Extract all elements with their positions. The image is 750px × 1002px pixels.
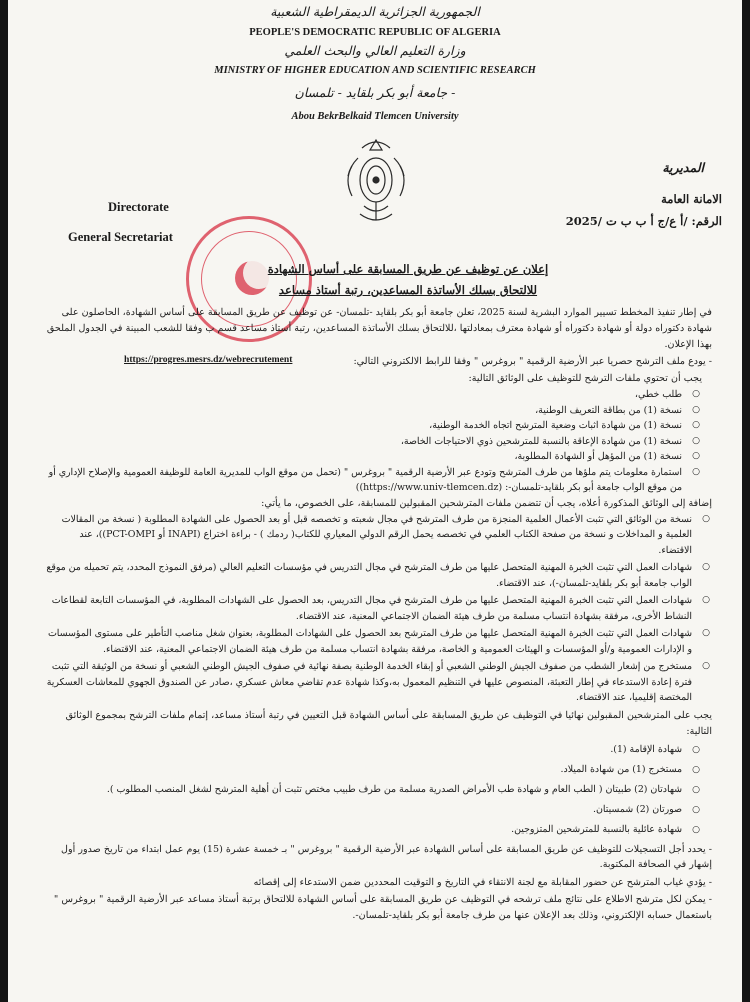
final-item: ○ صورتان (2) شمسيتان. [46, 800, 702, 820]
doc-item: ○ استمارة معلومات يتم ملؤها من طرف المترشح وتودع عبر الأرضية الرقمية " بروغرس " (تحمل من موقع الواب للمديرية العامة للوظيفة العمومية والإصلاح الإداري أو من موقع الواب جامعة أبو بكر بلقايد-تلمسان-: (https://www.univ-tlemcen.dz)) [46, 465, 702, 496]
directorate-label: Directorate [108, 200, 169, 214]
doc-item: ○ نسخة (1) من شهادة الإعاقة بالنسبة للمترشحين ذوي الاحتياجات الخاصة، [46, 434, 702, 450]
docs-intro: يجب أن تحتوي ملفات الترشح للتوظيف على الوثائق التالية: [468, 373, 702, 384]
deposit-row [46, 354, 712, 371]
note-deadline: - يحدد أجل التسجيلات للتوظيف عن طريق المسابقة على أساس الشهادة عبر الأرضية الرقمية " بروغرس " بـ خمسة عشرة (15) يوم عمل ابتداء من تاريخ صدور أول إشهار في الصحافة المكتوبة. [61, 843, 712, 870]
directorate-arabic-label: المديرية [662, 160, 704, 175]
doc-item: ○ طلب خطي، [46, 387, 702, 403]
doc-item: ○ نسخة (1) من المؤهل أو الشهادة المطلوبة، [46, 449, 702, 465]
note-results: - يمكن لكل مترشح الاطلاع على نتائج ملف ترشحه في التوظيف عن طريق المسابقة على أساس الشهادة للالتحاق برتبة أستاذ مساعد عبر الأرضية الرقمية " بروغرس " باستعمال حسابه الإلكتروني، وذلك بعد الإعلان عنها من طرف جامعة أبو بكر بلقايد-تلمسان-. [53, 894, 712, 921]
doc-item: ○ نسخة (1) من بطاقة التعريف الوطنية، [46, 403, 702, 419]
reference-number: الرقم: /أ ع/ج أ ب ب ت /2025 [565, 214, 722, 228]
announcement-title-line1: إعلان عن توظيف عن طريق المسابقة على أساس الشهادة [267, 262, 549, 276]
note-absence: - يؤدي غياب المترشح عن حضور المقابلة مع لجنة الانتقاء في التاريخ و التوقيت المحددين ضمن الاستدعاء إلى إقصائه [253, 876, 712, 888]
extra-item: ○ نسخة من الوثائق التي تثبت الأعمال العلمية المنجزة من طرف المترشح في مجال شعبته و تخصصه قبل أو بعد الحصول على الشهادة المطلوبة ( نسخة من المقالات العلمية و المداخلات و نسخة من صفحة الكتاب العلمي في تخصصه يحمل الرقم الدولي المعياري للكتاب( ردمك ) - براءة اختراع (INAPI أو PCT-OMPI))، عند الاقتضاء. [46, 512, 712, 559]
final-item: ○ مستخرج (1) من شهادة الميلاد. [46, 760, 702, 780]
country-arabic: الجمهورية الجزائرية الديمقراطية الشعبية [270, 4, 480, 19]
deposit-text: - يودع ملف الترشح حصريا عبر الأرضية الرقمية " بروغرس " وفقا للرابط الالكتروني التالي: [353, 356, 712, 367]
document-page [8, 0, 742, 1002]
final-item: ○ شهادة عائلية بالنسبة للمترشحين المتزوجين. [46, 820, 702, 840]
intro-paragraph: في إطار تنفيذ المخطط تسيير الموارد البشرية لسنة 2025، تعلن جامعة أبو بكر بلقايد -تلمسان- عن توظيف عن طريق المسابقة على أساس الشهادة، الحاصلون على شهادة دكتوراه دولة أو شهادة دكتوراه أو شهادة معترف بمعادلتها ،للالتحاق بسلك الأساتذة المساعدين، رتبة أستاذ مساعد قسم ب وفقا للشعب المبينة في الجدول الملحق بهذا الإعلان. [46, 307, 712, 350]
final-item: ○ شهادتان (2) طبيتان ( الطب العام و شهادة طب الأمراض الصدرية مسلمة من طرف طبيب مختص تثبت أن أهلية المترشح لشغل المنصب المطلوب ). [46, 780, 702, 800]
final-item: ○ شهادة الإقامة (1). [46, 740, 702, 760]
university-arabic: جامعة أبو بكر بلقايد - تلمسان - [294, 85, 456, 100]
document-body [46, 305, 712, 923]
extra-item: ○ مستخرج من إشعار الشطب من صفوف الجيش الوطني الشعبي أو إبقاء الخدمة الوطنية بصفة نهائية في صفوف الجيش الوطني الشعبي أو نسخة من الوثيقة التي تثبت فترة إعادة الاستدعاء في إطار التعبئة، المنصوص عليها في التنظيم المعمول به،وكذا شهادة عدم تقاضي معاش عسكري ،صادر عن الصندوق الجهوي للمعاشات العسكرية المختصة إقليميا، عند الاقتضاء. [46, 659, 712, 706]
announcement-title-line2: للالتحاق بسلك الأساتذة المساعدين، رتبة أستاذ مساعد [278, 283, 538, 297]
extra-item: ○ شهادات العمل التي تثبت الخبرة المهنية المتحصل عليها من طرف المترشح في مجال التدريس، بعد الحصول على الشهادات المطلوبة، في المؤسسات التابعة لقطاعات النشاط الأخرى، مرفقة بشهادة انتساب مسلمة من طرف هيئة الضمان الاجتماعي المعنية، عند الاقتضاء. [46, 593, 712, 624]
university-emblem-icon [338, 136, 414, 228]
university-english: Abou BekrBelkaid Tlemcen University [291, 111, 459, 122]
ministry-arabic: وزارة التعليم العالي والبحث العلمي [284, 43, 466, 58]
extra-item: ○ شهادات العمل التي تثبت الخبرة المهنية المتحصل عليها من طرف المترشح في مجال التدريس في مؤسسات التعليم العالي (مرفق النموذج المحدد، يتم تحميله من موقع الواب جامعة أبو بكر بلقايد-تلمسان-)، عند الاقتضاء. [46, 560, 712, 591]
secretariat-label: General Secretariat [68, 230, 173, 244]
extra-intro: إضافة إلى الوثائق المذكورة أعلاه، يجب أن تتضمن ملفات المترشحين المقبولين للمسابقة، على الخصوص، ما يأتي: [261, 497, 712, 509]
ministry-english: MINISTRY OF HIGHER EDUCATION AND SCIENTIFIC RESEARCH [214, 65, 536, 76]
extra-item: ○ شهادات العمل التي تثبت الخبرة المهنية المتحصل عليها من طرف المترشح بعد الحصول على الشهادات المطلوبة، بعنوان شغل مناصب التأطير على مستوى المؤسسات و الإدارات العمومية و/أو المؤسسات و الهيئات العمومية و الخاصة، مرفقة بشهادة انتساب مسلمة من طرف هيئة الضمان الاجتماعي المعنية، عند الاقتضاء. [46, 626, 712, 657]
deposit-url-link[interactable]: https://progres.mesrs.dz/webrecrutement [124, 354, 293, 365]
country-english: PEOPLE'S DEMOCRATIC REPUBLIC OF ALGERIA [249, 27, 501, 38]
final-intro: يجب على المترشحين المقبولين نهائيا في التوظيف عن طريق المسابقة على أساس الشهادة قبل التعيين في رتبة أستاذ مساعد، إتمام ملفات الترشح بمجموع الوثائق التالية: [65, 709, 712, 737]
doc-item: ○ نسخة (1) من شهادة اثبات وضعية المترشح اتجاه الخدمة الوطنية، [46, 418, 702, 434]
secretariat-arabic-label: الامانة العامة [661, 192, 722, 206]
